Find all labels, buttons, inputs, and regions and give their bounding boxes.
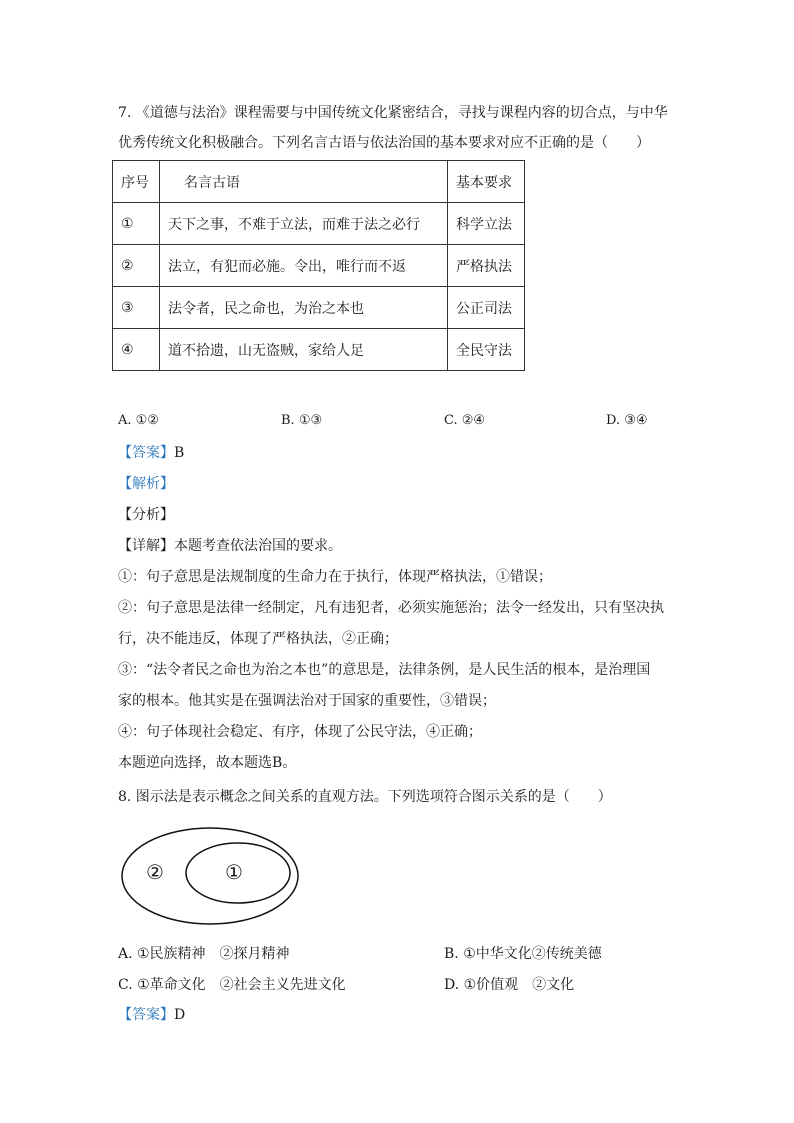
table-cell: ④ — [113, 329, 160, 371]
q7-explanation-2: ②：句子意思是法律一经制定，凡有违犯者，必须实施惩治；法令一经发出，只有坚决执 — [118, 600, 664, 616]
q8-option-b: B. ①中华文化②传统美德 — [444, 946, 602, 962]
q7-fenxi-tag: 【分析】 — [118, 507, 174, 523]
detail-text: 本题考查依法治国的要求。 — [174, 538, 342, 554]
q8-answer — [118, 1005, 185, 1025]
table-row — [113, 203, 525, 245]
answer-tag: 【答案】 — [118, 1007, 174, 1023]
table-cell: 天下之事，不难于立法，而难于法之必行 — [160, 203, 448, 245]
q8-option-c: C. ①革命文化 ②社会主义先进文化 — [118, 977, 346, 993]
table-row — [113, 245, 525, 287]
table-row — [113, 287, 525, 329]
q7-conclusion: 本题逆向选择，故本题选B。 — [118, 755, 297, 771]
table-cell: 严格执法 — [448, 245, 525, 287]
venn-inner-label: ① — [225, 860, 243, 884]
table-cell: 法立，有犯而必施。令出，唯行而不返 — [160, 245, 448, 287]
table-row — [113, 329, 525, 371]
q8-stem: 8. 图示法是表示概念之间关系的直观方法。下列选项符合图示关系的是（ ） — [118, 789, 612, 805]
q7-explanation-5: 家的根本。他其实是在强调法治对于国家的重要性，③错误； — [118, 693, 496, 709]
q7-analysis-tag: 【解析】 — [118, 476, 174, 492]
table-cell: ① — [113, 203, 160, 245]
q7-stem-line2: 优秀传统文化积极融合。下列名言古语与依法治国的基本要求对应不正确的是（ ） — [118, 135, 650, 151]
q7-option-b: B. ①③ — [281, 413, 323, 428]
table-cell: 科学立法 — [448, 203, 525, 245]
table-header-cell: 序号 — [113, 161, 160, 203]
q7-option-c: C. ②④ — [444, 413, 486, 428]
table-cell: 法令者，民之命也，为治之本也 — [160, 287, 448, 329]
table-cell: ③ — [113, 287, 160, 329]
detail-tag: 【详解】 — [118, 538, 174, 554]
table-cell: ② — [113, 245, 160, 287]
table-cell: 公正司法 — [448, 287, 525, 329]
q7-answer — [118, 443, 184, 463]
table-cell: 道不拾遗，山无盗贼，家给人足 — [160, 329, 448, 371]
q8-venn-figure — [120, 826, 300, 926]
table-cell: 全民守法 — [448, 329, 525, 371]
q7-explanation-1: ①：句子意思是法规制度的生命力在于执行，体现严格执法，①错误； — [118, 569, 552, 585]
q7-stem-line1: 7. 《道德与法治》课程需要与中国传统文化紧密结合，寻找与课程内容的切合点，与中华 — [118, 105, 668, 121]
table-header-row — [113, 161, 525, 203]
answer-tag: 【答案】 — [118, 445, 174, 461]
q8-option-a: A. ①民族精神 ②探月精神 — [118, 946, 290, 962]
q7-explanation-6: ④：句子体现社会稳定、有序，体现了公民守法，④正确； — [118, 724, 482, 740]
q7-option-a: A. ①② — [118, 413, 159, 428]
q7-table — [112, 160, 525, 371]
answer-value: B — [174, 445, 185, 461]
table-header-cell: 名言古语 — [160, 161, 448, 203]
q7-option-d: D. ③④ — [606, 413, 648, 428]
answer-value: D — [174, 1007, 186, 1023]
q8-option-d: D. ①价值观 ②文化 — [444, 977, 575, 993]
q7-detail — [118, 536, 342, 556]
venn-outer-label: ② — [146, 860, 164, 884]
q7-explanation-3: 行，决不能违反，体现了严格执法，②正确； — [118, 631, 398, 647]
q7-explanation-4: ③：“法令者民之命也为治之本也”的意思是，法律条例，是人民生活的根本，是治理国 — [118, 662, 651, 678]
table-header-cell: 基本要求 — [448, 161, 525, 203]
